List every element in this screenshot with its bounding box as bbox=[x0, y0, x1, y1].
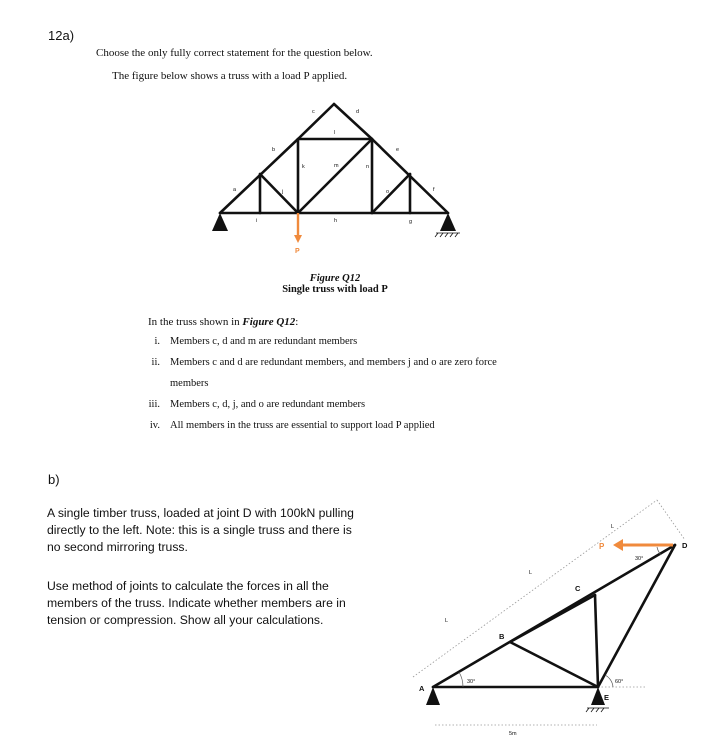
roller-support-right bbox=[440, 213, 456, 231]
figure-q12-caption bbox=[235, 273, 435, 295]
dim-label-L-2: L bbox=[529, 570, 533, 576]
member-BC bbox=[510, 595, 595, 642]
angle-A-label: 30° bbox=[467, 679, 476, 685]
lead-prefix: In the truss shown in bbox=[148, 316, 243, 328]
member-BE bbox=[510, 642, 598, 687]
joint-A-label: A bbox=[419, 684, 425, 693]
label-k: k bbox=[302, 164, 305, 170]
question-b-label: b) bbox=[48, 472, 60, 487]
angle-D-label: 30° bbox=[635, 556, 644, 562]
member-m bbox=[298, 139, 372, 213]
joint-B-label: B bbox=[499, 632, 505, 641]
member-CE bbox=[595, 595, 598, 687]
angle-E-label: 60° bbox=[615, 679, 624, 685]
force-p-label: P bbox=[599, 542, 605, 551]
label-o: o bbox=[386, 189, 390, 195]
label-m: m bbox=[334, 163, 339, 169]
intro-text: The figure below shows a truss with a load P applied. bbox=[112, 70, 348, 82]
label-c: c bbox=[312, 109, 315, 115]
dim-label-L-1: L bbox=[445, 618, 449, 624]
option-iv[interactable]: iv. All members in the truss are essential to support load P applied bbox=[149, 420, 435, 431]
timber-truss-figure bbox=[395, 495, 700, 740]
load-p-label: P bbox=[295, 248, 300, 255]
question-12a-label: 12a) bbox=[48, 28, 75, 43]
label-h: h bbox=[334, 218, 338, 224]
label-j: j bbox=[282, 189, 284, 195]
roller-support-E bbox=[591, 687, 605, 705]
option-ii-continued: members bbox=[170, 378, 209, 389]
member-j bbox=[260, 174, 298, 213]
lead-suffix: : bbox=[295, 316, 299, 328]
pin-support-A bbox=[426, 687, 440, 705]
load-p-arrowhead bbox=[294, 235, 302, 243]
figure-q12-subtitle: Single truss with load P bbox=[282, 284, 388, 295]
part-b-paragraph-2: Use method of joints to calculate the forces in all the members of the truss. Indicate whether members are in tension or compression. Show all your calculations. bbox=[47, 579, 346, 627]
member-d bbox=[334, 104, 372, 139]
option-iii[interactable]: iii. Members c, d, j, and o are redundant members bbox=[148, 399, 366, 410]
figure-q12-title: Figure Q12 bbox=[309, 273, 361, 284]
joint-D-label: D bbox=[682, 541, 688, 550]
option-i[interactable]: i. Members c, d and m are redundant members bbox=[154, 336, 358, 347]
dim-label-L-3: L bbox=[611, 524, 615, 530]
label-b: b bbox=[272, 147, 276, 153]
joint-E-label: E bbox=[604, 693, 610, 702]
force-p-arrowhead bbox=[613, 539, 623, 551]
label-i: i bbox=[256, 218, 258, 224]
label-n: n bbox=[366, 164, 370, 170]
label-g: g bbox=[409, 219, 413, 225]
instruction-text: Choose the only fully correct statement for the question below. bbox=[96, 47, 373, 59]
label-l: l bbox=[334, 130, 336, 136]
label-a: a bbox=[233, 187, 237, 193]
part-b-paragraph-1: A single timber truss, loaded at joint D with 100kN pulling directly to the left. Note: this is a single truss and there is no second mirroring truss. bbox=[47, 506, 354, 554]
question-lead bbox=[148, 316, 298, 328]
dim-line-top bbox=[413, 500, 657, 677]
member-c bbox=[298, 104, 334, 139]
joint-C-label: C bbox=[575, 584, 581, 593]
label-f: f bbox=[433, 187, 435, 193]
option-ii[interactable]: ii. Members c and d are redundant members, and members j and o are zero force bbox=[151, 357, 497, 368]
lead-figure-ref: Figure Q12 bbox=[242, 316, 296, 328]
truss-figure-q12 bbox=[200, 95, 470, 265]
dim-label-base: 5m bbox=[509, 731, 517, 737]
member-o bbox=[372, 174, 410, 213]
pin-support-left bbox=[212, 213, 228, 231]
label-d: d bbox=[356, 109, 360, 115]
label-e: e bbox=[396, 147, 400, 153]
options-list bbox=[136, 331, 596, 436]
